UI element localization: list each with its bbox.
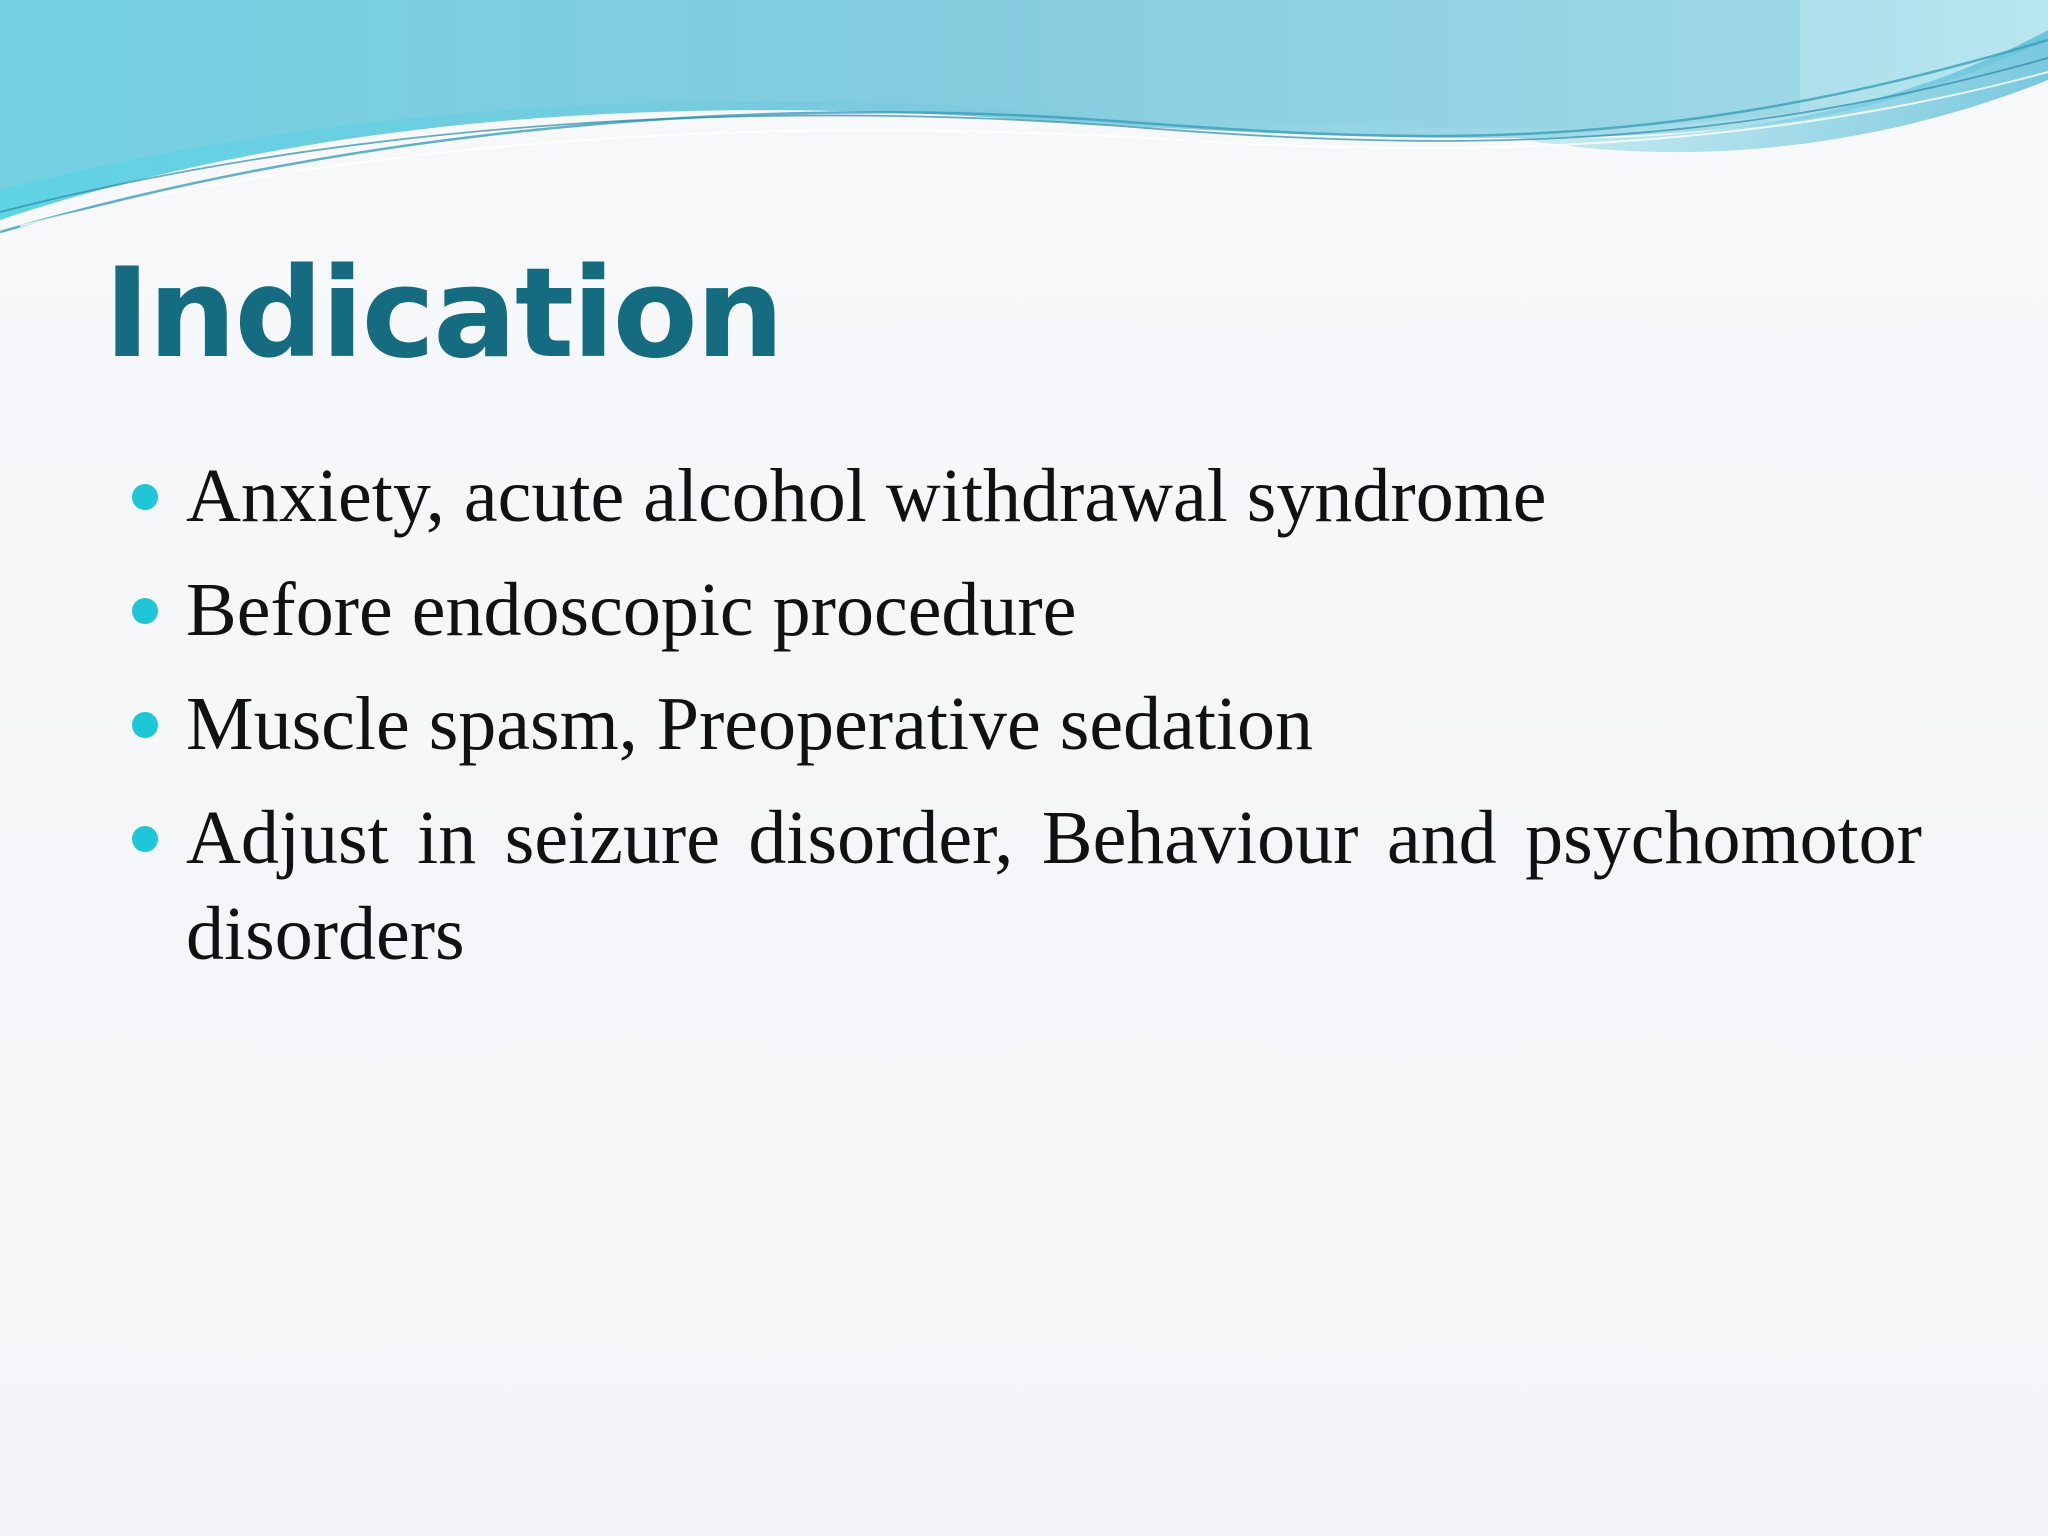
filled-circle-icon (132, 826, 158, 852)
bullet-item (130, 676, 1922, 772)
bullet-item (130, 562, 1922, 658)
bullet-item (130, 448, 1922, 544)
filled-circle-icon (132, 712, 158, 738)
bullet-text: Before endoscopic procedure (186, 568, 1077, 652)
bullet-text: Muscle spasm, Preoperative sedation (186, 682, 1314, 766)
slide-title: Indication (104, 242, 783, 386)
bullet-text: Anxiety, acute alcohol withdrawal syndrome (186, 454, 1547, 538)
filled-circle-icon (132, 484, 158, 510)
bullet-list (130, 448, 1922, 1000)
bullet-item (130, 790, 1922, 982)
filled-circle-icon (132, 598, 158, 624)
bullet-text: Adjust in seizure disorder, Behaviour and psychomotor disorders (186, 796, 1922, 976)
header-wave-decoration (0, 0, 2048, 240)
